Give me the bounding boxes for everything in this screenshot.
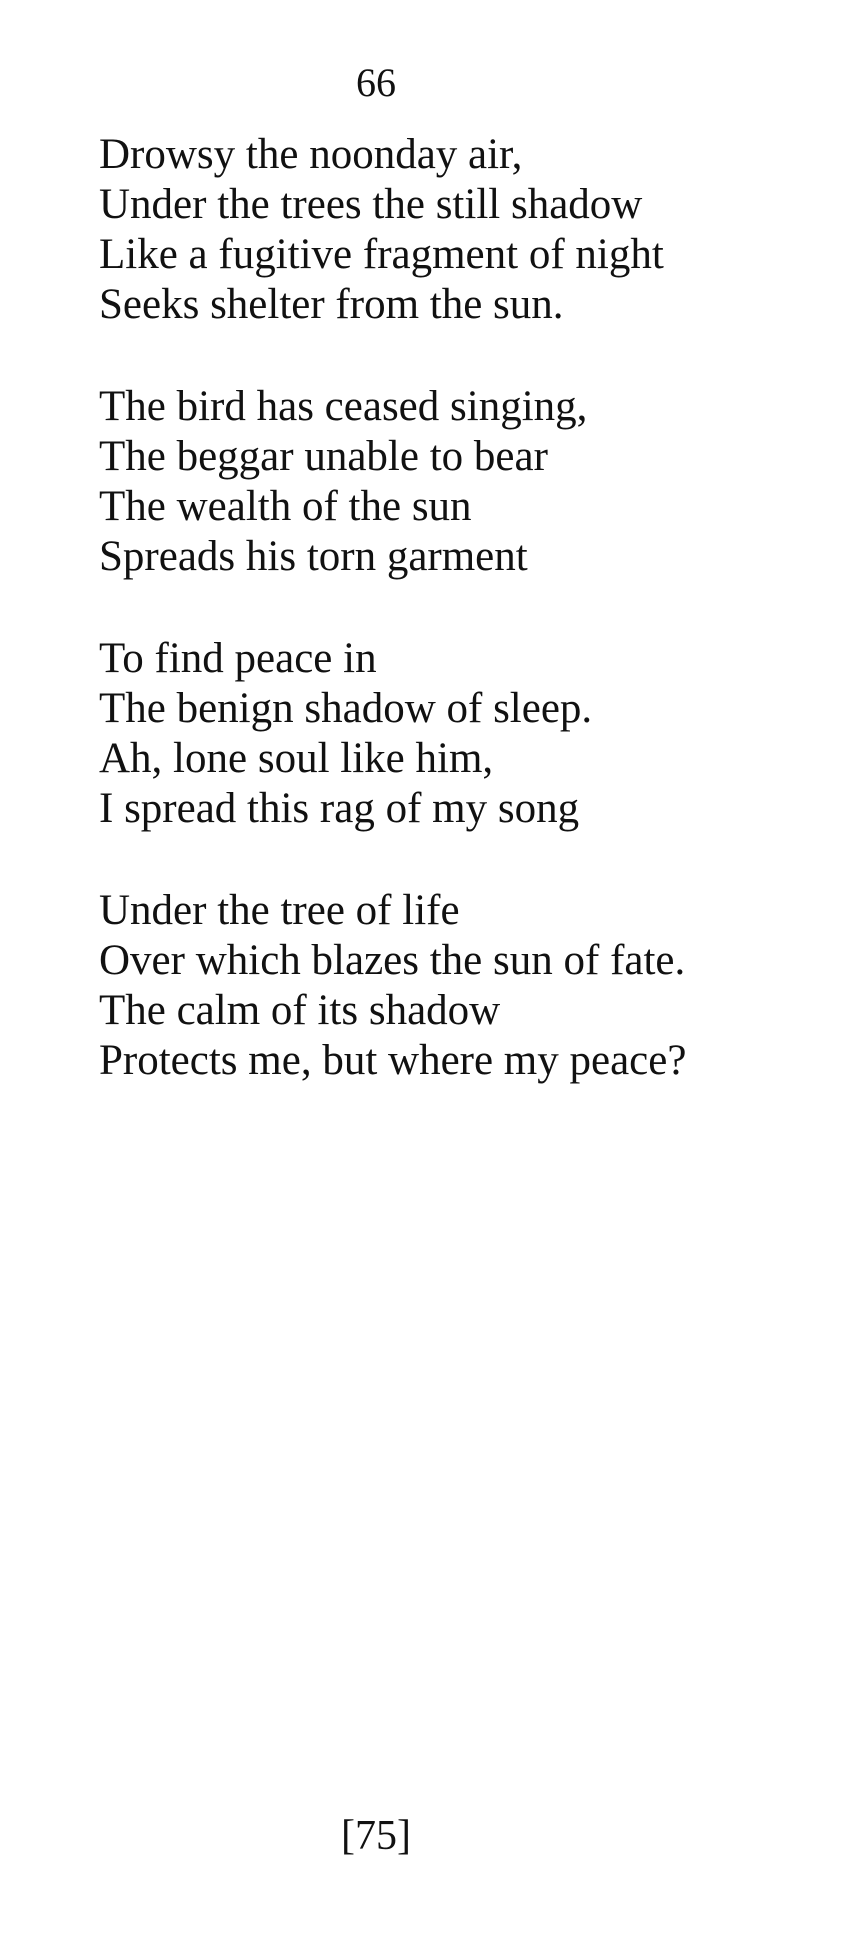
- poem-body: [99, 130, 839, 1138]
- stanza-4: [99, 886, 839, 1086]
- stanza-1: [99, 130, 839, 330]
- stanza-2: [99, 382, 839, 582]
- poem-line: To find peace in: [99, 635, 377, 682]
- poem-line: Over which blazes the sun of fate.: [99, 937, 686, 984]
- poem-line: The calm of its shadow: [99, 987, 501, 1034]
- poem-number: 66: [356, 60, 396, 105]
- poem-line: Spreads his torn garment: [99, 533, 528, 580]
- poem-line: Under the trees the still shadow: [99, 181, 643, 228]
- poem-line: I spread this rag of my song: [99, 785, 580, 832]
- poem-line: The bird has ceased singing,: [99, 383, 588, 430]
- poem-line: Ah, lone soul like him,: [99, 735, 494, 782]
- poem-line: Under the tree of life: [99, 887, 460, 934]
- poem-line: The wealth of the sun: [99, 483, 472, 530]
- poem-line: Protects me, but where my peace?: [99, 1037, 687, 1084]
- poem-line: The benign shadow of sleep.: [99, 685, 593, 732]
- stanza-3: [99, 634, 839, 834]
- poem-line: Drowsy the noonday air,: [99, 131, 523, 178]
- page-number: [75]: [341, 1813, 411, 1859]
- poem-line: The beggar unable to bear: [99, 433, 548, 480]
- poem-line: Like a fugitive fragment of night: [99, 231, 664, 278]
- poem-line: Seeks shelter from the sun.: [99, 281, 564, 328]
